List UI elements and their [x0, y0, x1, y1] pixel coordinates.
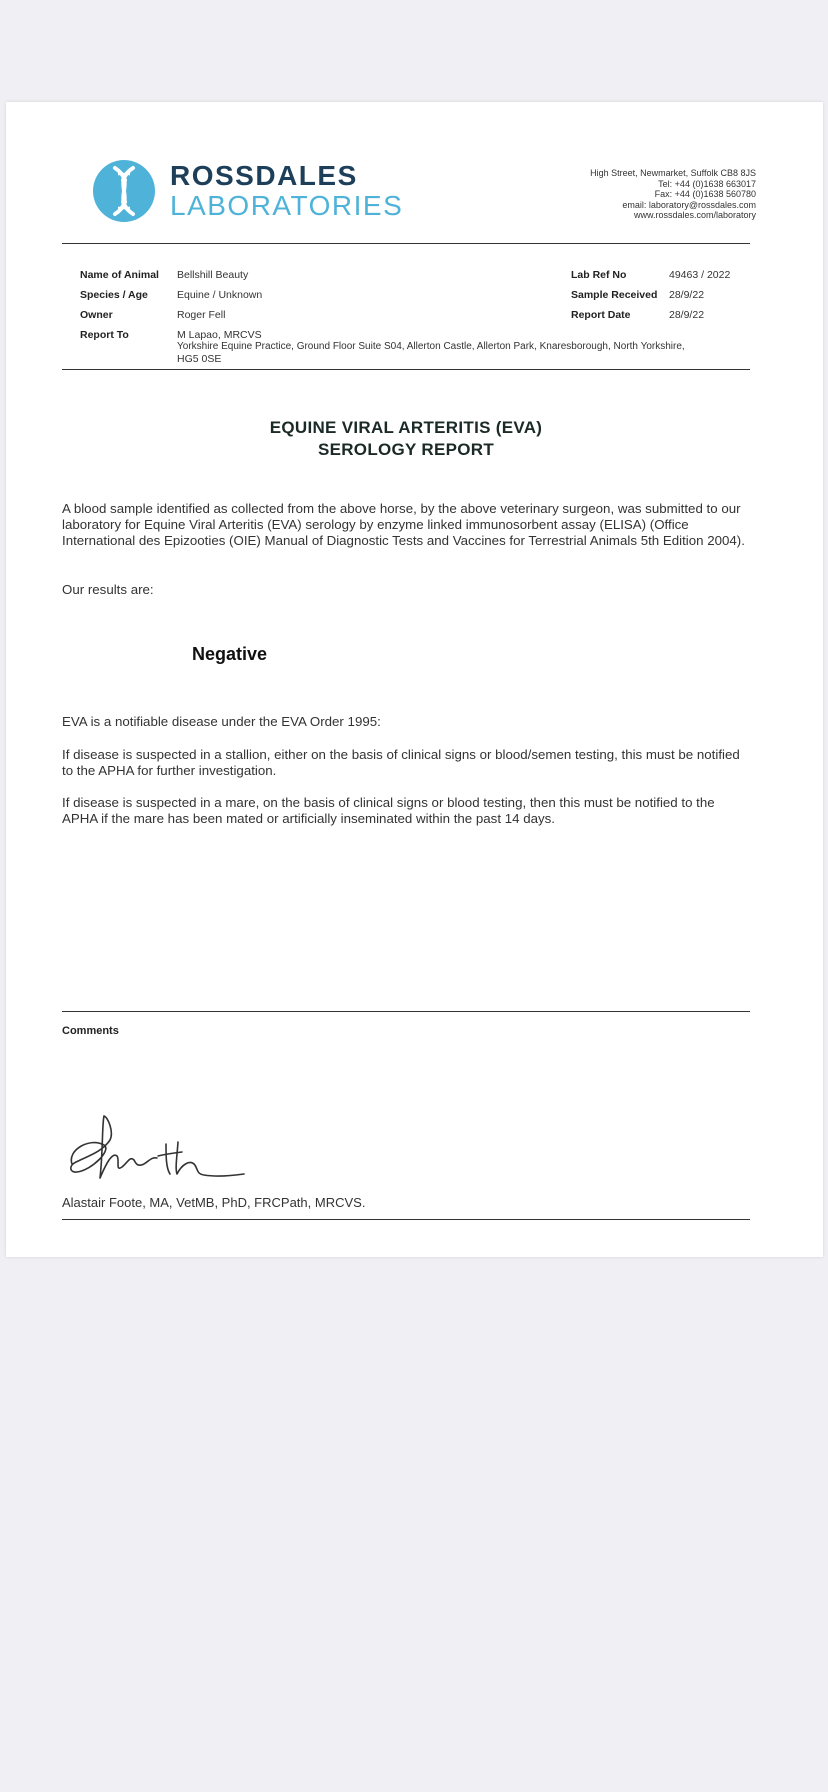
lab-website: www.rossdales.com/laboratory	[633, 210, 756, 220]
brand-name-line1: ROSSDALES	[170, 160, 358, 191]
owner-value: Roger Fell	[177, 309, 226, 321]
species-age-label: Species / Age	[80, 289, 148, 301]
signature-image	[62, 1112, 252, 1187]
comments-divider	[62, 1011, 750, 1012]
sample-received-label: Sample Received	[571, 289, 658, 301]
brand-name-line2: LABORATORIES	[170, 190, 404, 221]
lab-address: High Street, Newmarket, Suffolk CB8 8JS	[590, 168, 756, 178]
owner-label: Owner	[80, 309, 113, 321]
comments-label: Comments	[62, 1025, 119, 1037]
lab-contact-block	[590, 168, 756, 221]
report-to-address: Yorkshire Equine Practice, Ground Floor Suite S04, Allerton Castle, Allerton Park, Knaresborough, North Yorkshire,	[177, 341, 685, 352]
report-to-postcode: HG5 0SE	[177, 353, 222, 365]
animal-name-label: Name of Animal	[80, 269, 159, 281]
report-title-line1: EQUINE VIRAL ARTERITIS (EVA)	[269, 418, 543, 437]
animal-name-value: Bellshill Beauty	[177, 269, 249, 281]
report-date-value: 28/9/22	[669, 309, 705, 321]
results-label: Our results are:	[62, 582, 154, 597]
lab-ref-value: 49463 / 2022	[669, 269, 731, 281]
lab-ref-label: Lab Ref No	[571, 269, 627, 281]
lab-tel: Tel: +44 (0)1638 663017	[658, 178, 756, 189]
footer-divider	[62, 1219, 750, 1220]
signatory-name: Alastair Foote, MA, VetMB, PhD, FRCPath, MRCVS.	[62, 1195, 366, 1210]
test-result: Negative	[192, 644, 268, 664]
header-divider	[62, 243, 750, 244]
stallion-note: If disease is suspected in a stallion, either on the basis of clinical signs or blood/semen testing, this must be notified to the APHA for further investigation.	[62, 747, 740, 778]
details-divider	[62, 369, 750, 370]
species-age-value: Equine / Unknown	[177, 289, 263, 301]
sample-received-value: 28/9/22	[669, 289, 705, 301]
lab-email: email: laboratory@rossdales.com	[622, 199, 756, 210]
report-to-label: Report To	[80, 329, 129, 341]
intro-paragraph: A blood sample identified as collected from the above horse, by the above veterinary surgeon, was submitted to our laboratory for Equine Viral Arteritis (EVA) serology by enzyme linked immunosorbent assay (ELISA) (Office International des Epizooties (OIE) Manual of Diagnostic Tests and Vaccines for Terrestrial Animals 5th Edition 2004).	[62, 501, 745, 548]
report-date-label: Report Date	[571, 309, 631, 321]
report-page	[6, 102, 823, 1257]
report-title-line2: SEROLOGY REPORT	[317, 440, 495, 459]
lab-fax: Fax: +44 (0)1638 560780	[654, 189, 756, 199]
report-to-name: M Lapao, MRCVS	[177, 329, 262, 341]
mare-note: If disease is suspected in a mare, on the basis of clinical signs or blood testing, then this must be notified to the APHA if the mare has been mated or artificially inseminated within the past 14 days.	[62, 795, 715, 826]
notifiable-note: EVA is a notifiable disease under the EVA Order 1995:	[62, 714, 381, 729]
dna-logo-icon	[90, 157, 158, 225]
